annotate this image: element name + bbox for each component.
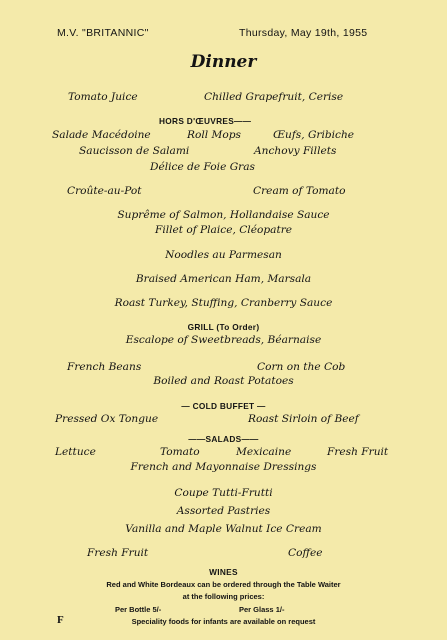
menu-item: Délice de Foie Gras — [150, 161, 255, 173]
wine-price-bottle: Per Bottle 5/- — [115, 605, 162, 614]
menu-item-grapefruit: Chilled Grapefruit, Cerise — [204, 91, 344, 103]
section-hors-doeuvres: HORS D'ŒUVRES—— — [159, 116, 252, 126]
menu-item: Croûte-au-Pot — [67, 185, 142, 197]
section-salads: ——SALADS—— — [188, 434, 259, 444]
section-wines: WINES — [209, 567, 238, 577]
menu-item: Fillet of Plaice, Cléopatre — [154, 224, 293, 236]
menu-item: Coupe Tutti-Frutti — [174, 487, 273, 499]
infants-note: Speciality foods for infants are available on request — [131, 617, 316, 626]
menu-item: Mexicaine — [236, 446, 292, 458]
menu-item: Fresh Fruit — [327, 446, 389, 458]
menu-item: Œufs, Gribiche — [273, 129, 355, 141]
menu-item: Braised American Ham, Marsala — [135, 273, 312, 285]
menu-item: Cream of Tomato — [253, 185, 346, 197]
wines-note: at the following prices: — [182, 592, 265, 601]
menu-item: Fresh Fruit — [87, 547, 149, 559]
menu-item: Salade Macédoine — [52, 129, 151, 141]
footer-mark: F — [57, 614, 64, 626]
menu-item: Tomato — [160, 446, 200, 458]
section-cold-buffet: — COLD BUFFET — — [181, 401, 266, 411]
wine-price-glass: Per Glass 1/- — [239, 605, 285, 614]
menu-item: Roast Sirloin of Beef — [248, 413, 359, 425]
menu-item: Vanilla and Maple Walnut Ice Cream — [125, 523, 322, 535]
menu-item: Assorted Pastries — [176, 505, 271, 517]
menu-item: Noodles au Parmesan — [165, 249, 282, 261]
menu-item: Escalope of Sweetbreads, Béarnaise — [125, 334, 322, 346]
menu-title: Dinner — [190, 52, 257, 72]
menu-date: Thursday, May 19th, 1955 — [239, 27, 368, 39]
menu-item: Corn on the Cob — [257, 361, 346, 373]
menu-item: Suprême of Salmon, Hollandaise Sauce — [117, 209, 330, 221]
menu-item: Roast Turkey, Stuffing, Cranberry Sauce — [114, 297, 333, 309]
menu-item: Roll Mops — [187, 129, 241, 141]
menu-item: Pressed Ox Tongue — [55, 413, 159, 425]
menu-item: Saucisson de Salami — [79, 145, 190, 157]
section-grill: GRILL (To Order) — [187, 322, 260, 332]
menu-item: Lettuce — [55, 446, 96, 458]
menu-item-tomato-juice: Tomato Juice — [68, 91, 138, 103]
menu-item: French Beans — [67, 361, 142, 373]
wines-note: Red and White Bordeaux can be ordered through the Table Waiter — [106, 580, 341, 589]
menu-item: Anchovy Fillets — [254, 145, 337, 157]
menu-item: French and Mayonnaise Dressings — [130, 461, 317, 473]
ship-name: M.V. "BRITANNIC" — [57, 27, 149, 39]
menu-item: Boiled and Roast Potatoes — [153, 375, 294, 387]
menu-item: Coffee — [288, 547, 323, 559]
